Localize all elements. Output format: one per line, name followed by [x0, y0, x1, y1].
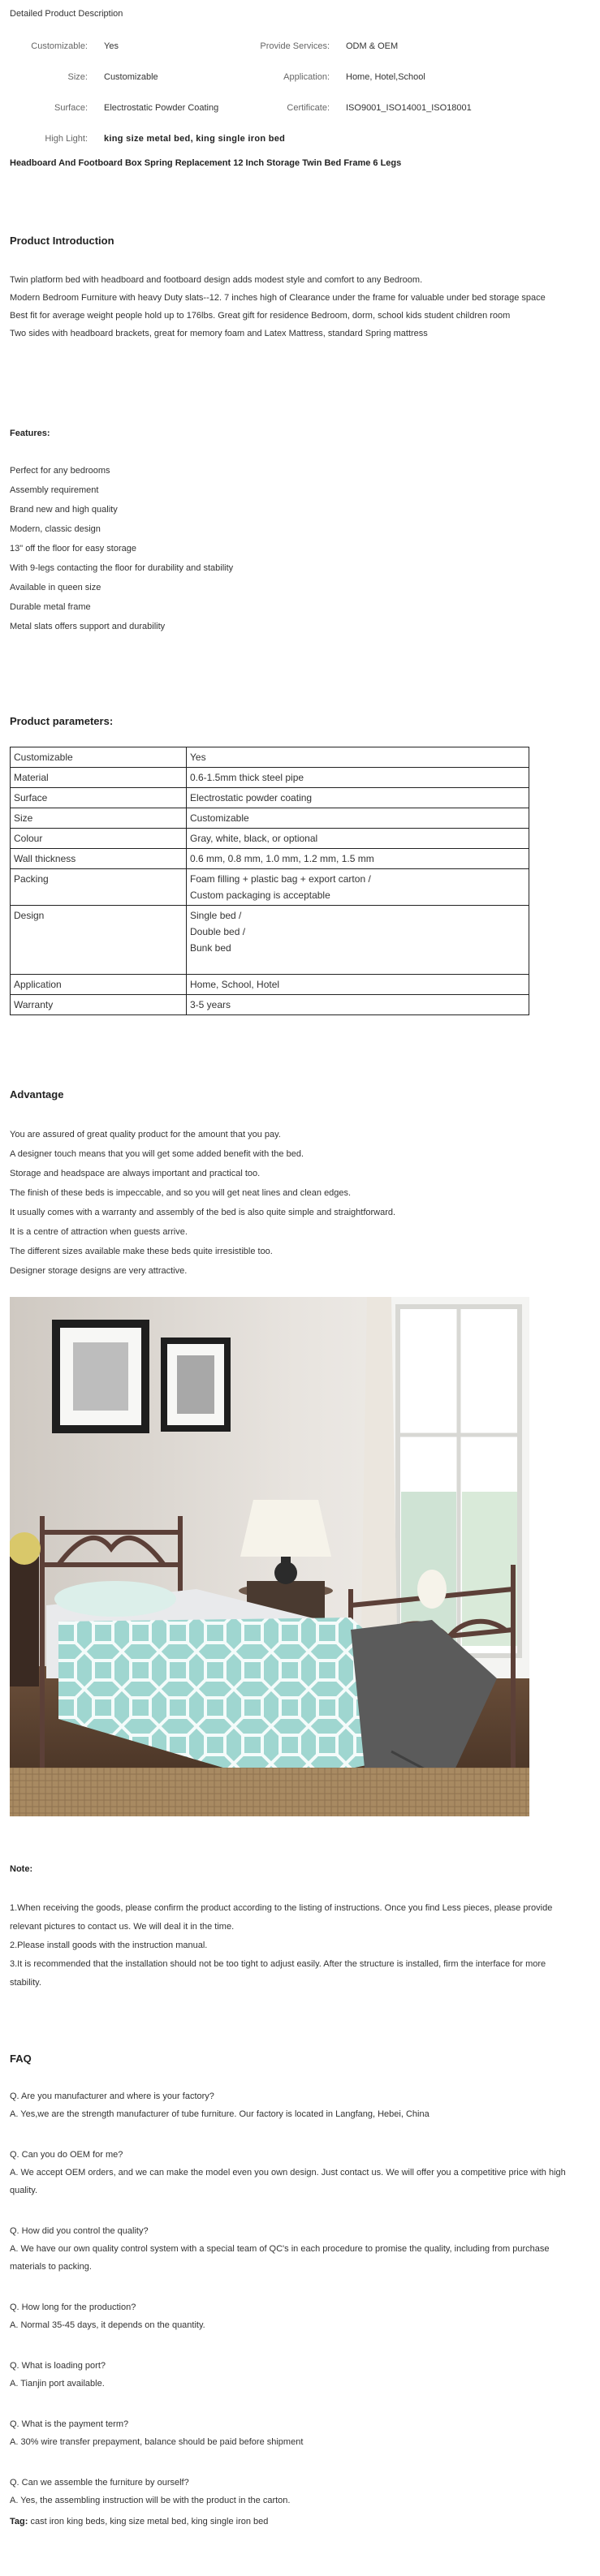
advantage-item: The finish of these beds is impeccable, and so you will get neat lines and clean edges.: [10, 1188, 352, 1198]
faq-question: Q. Can you do OEM for me?: [10, 2150, 123, 2160]
faq-item: [10, 2357, 578, 2415]
spec-value: ISO9001_ISO14001_ISO18001: [346, 102, 472, 113]
parameter-key: Size: [11, 808, 187, 829]
advantage-item: Designer storage designs are very attractive.: [10, 1266, 188, 1276]
parameters-table: [10, 747, 529, 1015]
parameter-row: [11, 788, 529, 808]
feature-item: Assembly requirement: [10, 485, 99, 495]
faq-item: [10, 2298, 578, 2357]
spec-row: [10, 31, 524, 62]
parameters-heading: Product parameters:: [10, 715, 114, 727]
faq-list: [10, 2087, 578, 2513]
intro-heading: Product Introduction: [10, 235, 114, 247]
parameter-value: [187, 869, 529, 906]
parameter-value: [187, 849, 529, 869]
advantage-list: [10, 1125, 578, 1281]
parameter-key: Material: [11, 768, 187, 788]
parameter-key: Packing: [11, 869, 187, 906]
advantage-item: Storage and headspace are always important and practical too.: [10, 1169, 261, 1178]
faq-answer: A. 30% wire transfer prepayment, balance should be paid before shipment: [10, 2437, 304, 2447]
parameter-key: Colour: [11, 829, 187, 849]
parameter-key: Surface: [11, 788, 187, 808]
parameter-row: [11, 808, 529, 829]
parameter-key: Wall thickness: [11, 849, 187, 869]
spec-value: Electrostatic Powder Coating: [104, 102, 219, 113]
tag-list: Tag: cast iron king beds, king size metal bed, king single iron bed: [10, 2517, 269, 2526]
parameter-key: Application: [11, 975, 187, 995]
faq-item: [10, 2087, 578, 2146]
note-text: [10, 1899, 578, 1992]
parameter-value: [187, 768, 529, 788]
parameter-value-line: Customizable: [190, 812, 249, 824]
spec-value: Customizable: [104, 71, 158, 82]
parameter-value-line: Foam filling + plastic bag + export carton /: [190, 873, 371, 885]
advantage-item: The different sizes available make these beds quite irresistible too.: [10, 1247, 273, 1256]
faq-question: Q. How long for the production?: [10, 2302, 136, 2312]
parameter-value: [187, 995, 529, 1015]
advantage-item: You are assured of great quality product for the amount that you pay.: [10, 1130, 281, 1139]
faq-question: Q. What is the payment term?: [10, 2419, 129, 2429]
note-line: 2.Please install goods with the instruction manual.: [10, 1941, 208, 1950]
parameter-value-line: Single bed /: [190, 910, 242, 921]
advantage-item: It is a centre of attraction when guests arrive.: [10, 1227, 188, 1237]
spec-label: Surface:: [54, 102, 88, 113]
spec-value: ODM & OEM: [346, 41, 399, 51]
parameter-value-line: 3-5 years: [190, 999, 231, 1010]
parameter-value-line: 0.6-1.5mm thick steel pipe: [190, 772, 304, 783]
parameter-row: [11, 768, 529, 788]
spec-label: Size:: [67, 71, 88, 82]
faq-question: Q. How did you control the quality?: [10, 2226, 149, 2236]
feature-item: Modern, classic design: [10, 524, 101, 534]
spec-label: Certificate:: [287, 102, 330, 113]
faq-question: Q. What is loading port?: [10, 2361, 106, 2371]
parameter-value-line: Electrostatic powder coating: [190, 792, 313, 803]
feature-item: 13" off the floor for easy storage: [10, 544, 136, 554]
tag-link[interactable]: cast iron king beds: [30, 2517, 106, 2526]
spec-label: Provide Services:: [260, 41, 330, 51]
features-heading: Features:: [10, 429, 50, 438]
spec-label: Customizable:: [31, 41, 88, 51]
faq-heading: FAQ: [10, 2053, 32, 2065]
product-title: Headboard And Footboard Box Spring Replacement 12 Inch Storage Twin Bed Frame 6 Legs: [10, 158, 402, 168]
feature-item: Durable metal frame: [10, 602, 91, 612]
advantage-item: It usually comes with a warranty and assembly of the bed is also quite simple and straightforward.: [10, 1208, 396, 1217]
parameter-value-line: Custom packaging is acceptable: [190, 890, 330, 901]
faq-answer: A. We accept OEM orders, and we can make the model even you own design. Just contact us. We will offer you a competitive price with high quality.: [10, 2168, 566, 2195]
advantage-heading: Advantage: [10, 1088, 64, 1101]
feature-item: Brand new and high quality: [10, 505, 118, 515]
faq-item: [10, 2146, 578, 2222]
faq-answer: A. Tianjin port available.: [10, 2379, 105, 2389]
features-list: [10, 461, 578, 636]
faq-answer: A. Yes,we are the strength manufacturer of tube furniture. Our factory is located in Langfang, Hebei, China: [10, 2109, 429, 2119]
parameter-row: [11, 995, 529, 1015]
spec-row: [10, 62, 524, 93]
faq-answer: A. Normal 35-45 days, it depends on the quantity.: [10, 2320, 205, 2330]
spec-table: [10, 31, 524, 154]
page-title: Detailed Product Description: [10, 9, 123, 19]
faq-question: Q. Can we assemble the furniture by ourself?: [10, 2478, 189, 2488]
advantage-item: A designer touch means that you will get some added benefit with the bed.: [10, 1149, 304, 1159]
parameter-key: Customizable: [11, 747, 187, 768]
parameter-value-line: Bunk bed: [190, 942, 231, 954]
parameter-key: Design: [11, 906, 187, 975]
intro-line: Best fit for average weight people hold up to 176lbs. Great gift for residence Bedroom, dorm, school kids student children room: [10, 311, 511, 321]
parameter-value: [187, 808, 529, 829]
note-line: 3.It is recommended that the installation should not be too tight to adjust easily. After the structure is installed, firm the interface for more stability.: [10, 1959, 546, 1988]
faq-answer: A. Yes, the assembling instruction will be with the product in the carton.: [10, 2496, 291, 2505]
feature-item: Available in queen size: [10, 583, 101, 592]
parameter-key: Warranty: [11, 995, 187, 1015]
parameter-row: [11, 747, 529, 768]
feature-item: Metal slats offers support and durability: [10, 622, 166, 631]
parameter-row: [11, 849, 529, 869]
parameter-value: [187, 747, 529, 768]
parameter-row: [11, 869, 529, 906]
note-line: 1.When receiving the goods, please confirm the product according to the listing of instructions. Once you find Less pieces, please provide relevant pictures to contact us. We will deal it in the time.: [10, 1903, 553, 1932]
parameter-row: [11, 975, 529, 995]
bedroom-illustration: [10, 1297, 529, 1816]
intro-line: Twin platform bed with headboard and footboard design adds modest style and comfort to any Bedroom.: [10, 275, 423, 285]
intro-line: Modern Bedroom Furniture with heavy Duty slats--12. 7 inches high of Clearance under the frame for valuable under bed storage space: [10, 293, 546, 303]
tag-link[interactable]: king size metal bed: [110, 2517, 187, 2526]
spec-value: Home, Hotel,School: [346, 71, 425, 82]
parameter-value-line: Gray, white, black, or optional: [190, 833, 318, 844]
bed-product-image: [10, 1297, 529, 1816]
parameter-value-line: [190, 956, 525, 972]
parameter-value-line: Home, School, Hotel: [190, 979, 280, 990]
faq-answer: A. We have our own quality control system with a special team of QC's in each procedure to promise the quality, including from purchase materials to packing.: [10, 2244, 550, 2272]
parameter-value-line: 0.6 mm, 0.8 mm, 1.0 mm, 1.2 mm, 1.5 mm: [190, 853, 374, 864]
highlight-label: High Light:: [45, 133, 88, 144]
feature-item: With 9-legs contacting the floor for durability and stability: [10, 563, 234, 573]
intro-text: [10, 271, 578, 342]
parameter-value: [187, 788, 529, 808]
parameter-value: [187, 829, 529, 849]
spec-row: [10, 93, 524, 123]
tag-link[interactable]: king single iron bed: [191, 2517, 269, 2526]
spec-label: Application:: [283, 71, 330, 82]
intro-line: Two sides with headboard brackets, great for memory foam and Latex Mattress, standard Spring mattress: [10, 329, 428, 338]
parameter-value-line: Double bed /: [190, 926, 246, 937]
spec-value: Yes: [104, 41, 119, 51]
parameter-value: [187, 975, 529, 995]
feature-item: Perfect for any bedrooms: [10, 466, 110, 476]
parameter-value-line: Yes: [190, 752, 206, 763]
faq-item: [10, 2474, 578, 2513]
highlight-row: [10, 123, 524, 154]
note-heading: Note:: [10, 1864, 33, 1874]
tag-label: Tag:: [10, 2517, 28, 2526]
parameter-row: [11, 829, 529, 849]
parameter-row: [11, 906, 529, 975]
faq-item: [10, 2222, 578, 2298]
parameter-value: [187, 906, 529, 975]
faq-item: [10, 2415, 578, 2474]
highlight-value: king size metal bed, king single iron bed: [104, 133, 286, 144]
faq-question: Q. Are you manufacturer and where is your factory?: [10, 2091, 214, 2101]
